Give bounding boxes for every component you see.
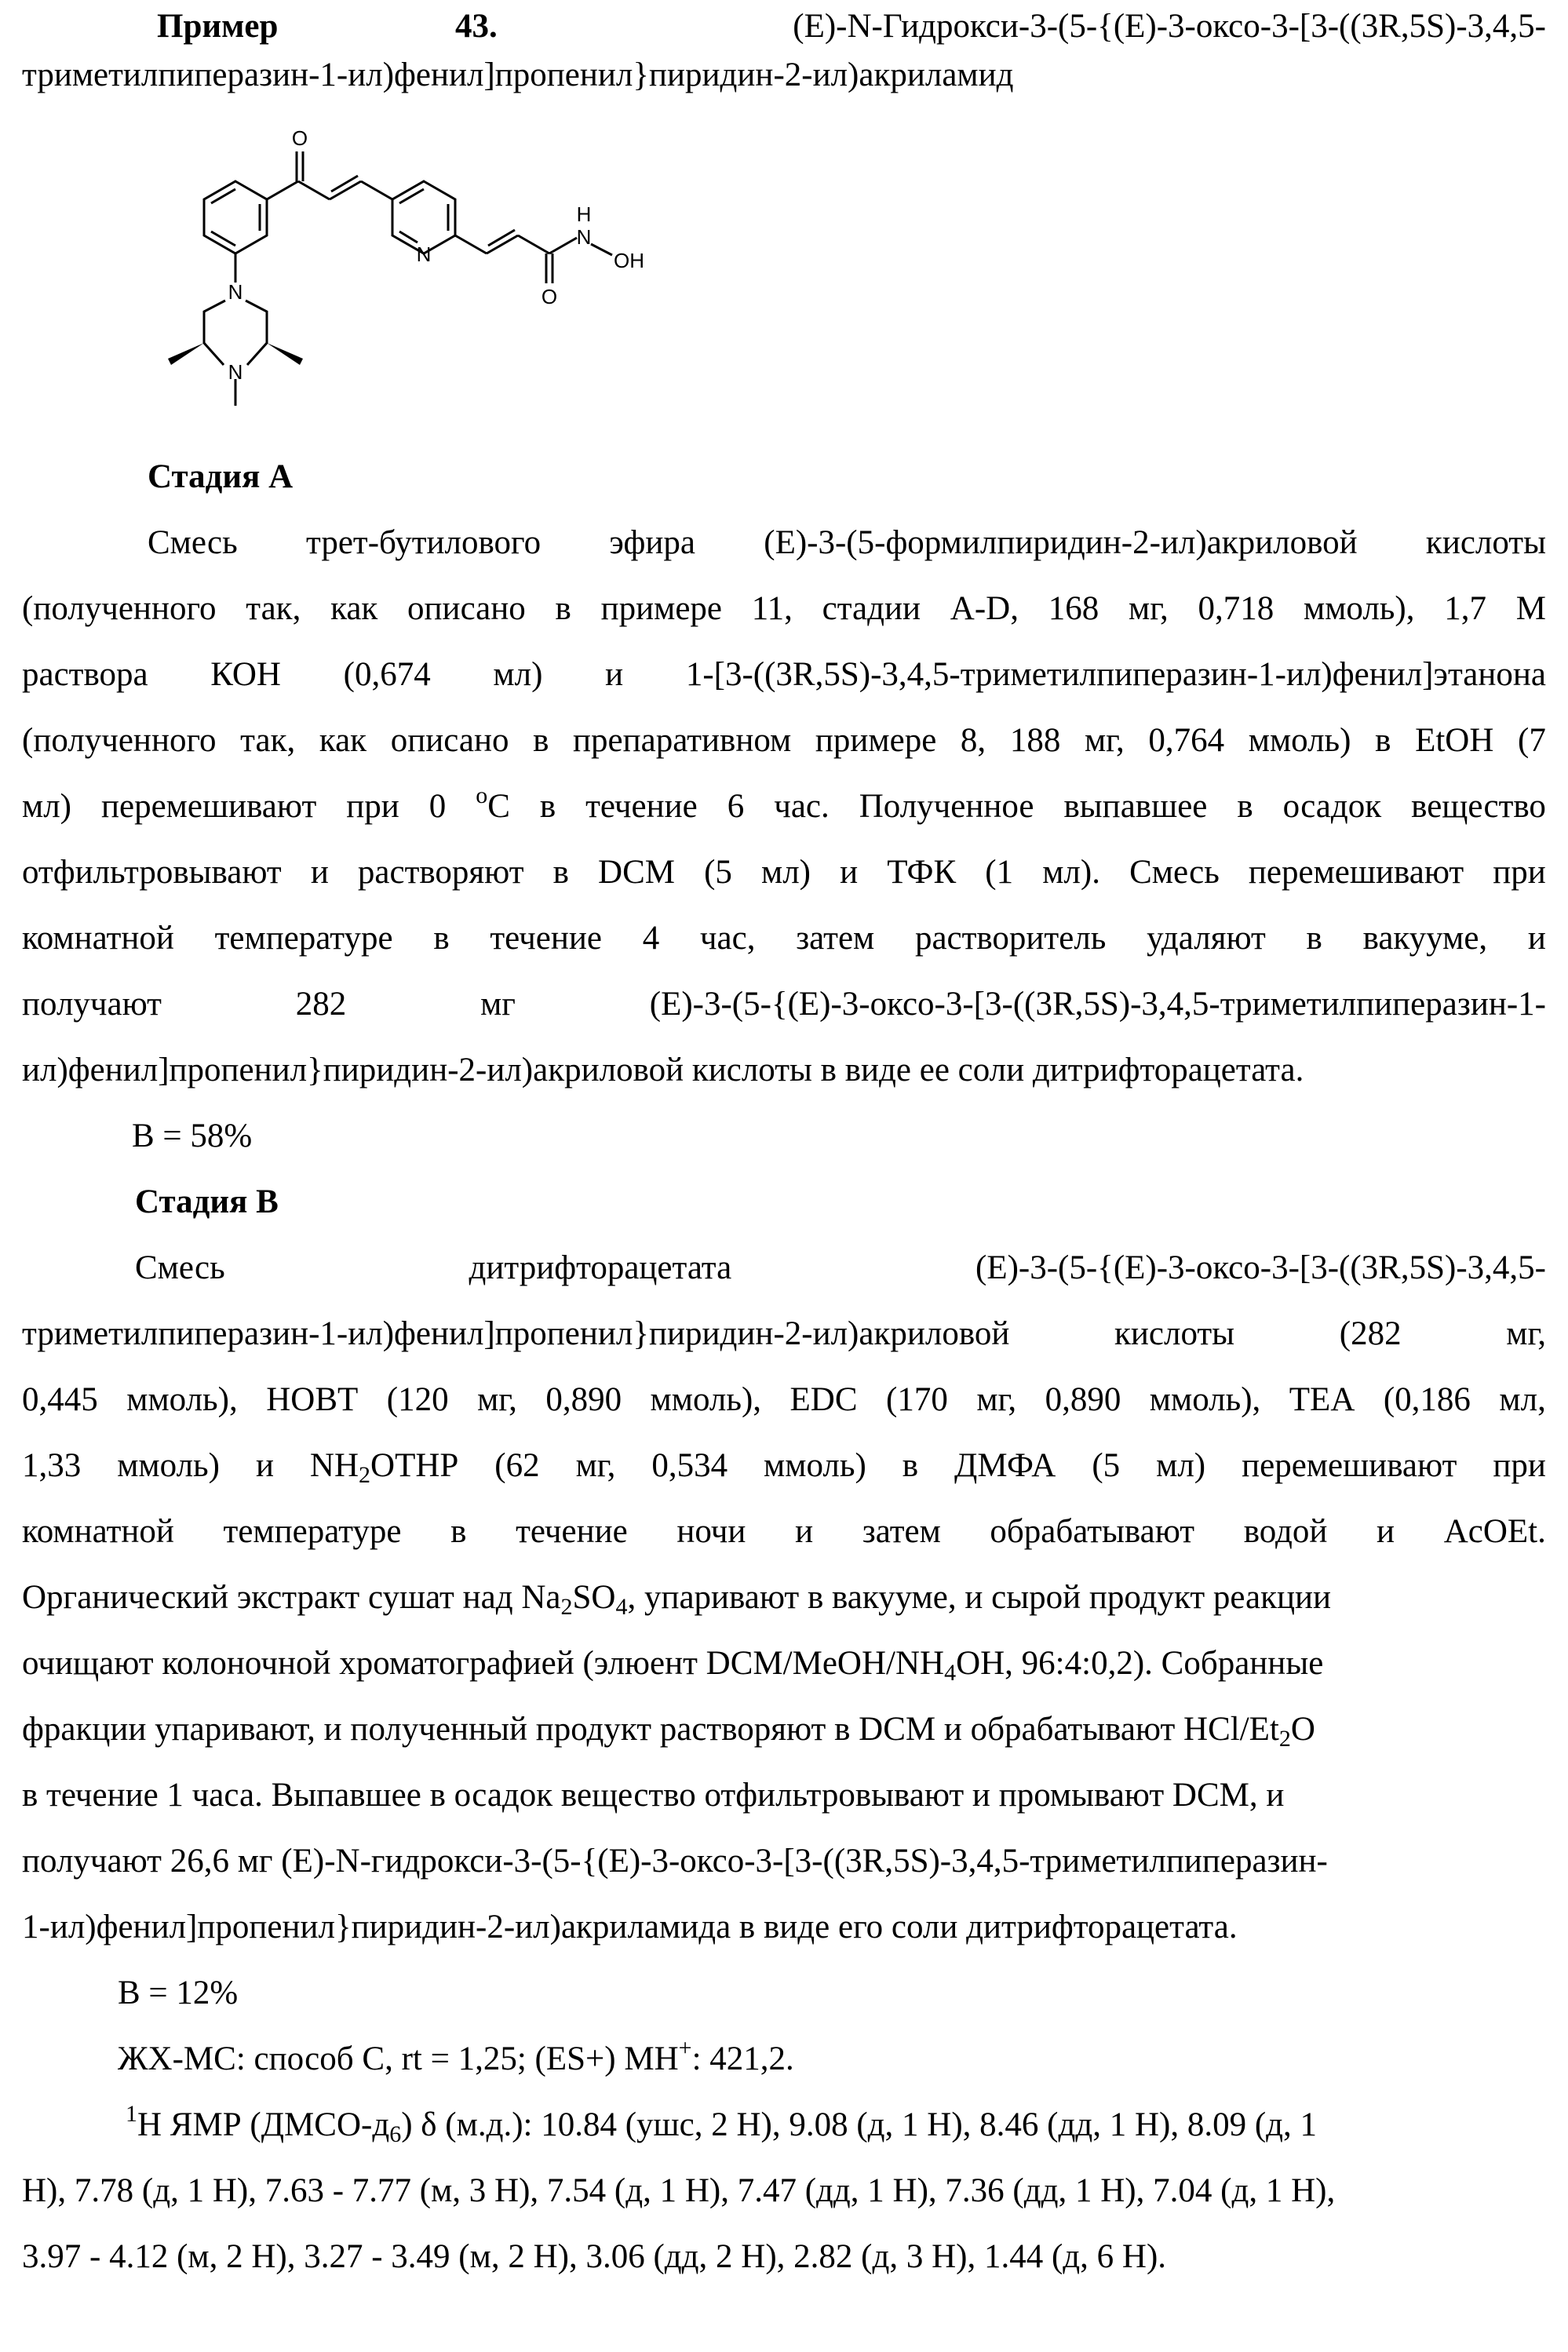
stage-a-heading: Стадия А [148, 455, 293, 499]
word: течение [516, 1510, 628, 1554]
stage-a-line-5 [22, 785, 1546, 829]
stage-a-line-6 [22, 851, 1546, 895]
stage-a-line-2 [22, 587, 1546, 631]
word: (5 [1092, 1444, 1120, 1488]
word: (170 [886, 1378, 948, 1422]
word: при [346, 785, 399, 829]
word: (62 [494, 1444, 539, 1488]
stage-a-yield: B = 58% [132, 1114, 1568, 1158]
word: препаративном [573, 719, 791, 763]
word: кислоты [1426, 521, 1546, 565]
word: 0,764 [1148, 719, 1224, 763]
word: EDC [790, 1378, 858, 1422]
word: в [1307, 917, 1322, 961]
word: ммоль), [1304, 587, 1415, 631]
word: комнатной [22, 917, 174, 961]
compound-title-line-1: (E)-N-Гидрокси-3-(5-{(E)-3-оксо-3-[3-((3R,5S)-3,4,5- [681, 5, 1546, 49]
stage-a-line-4 [22, 719, 1546, 763]
stage-a-line-9: ил)фенил]пропенил}пиридин-2-ил)акриловой кислоты в виде ее соли дитрифторацетата. [22, 1048, 1546, 1092]
word: и [1528, 917, 1546, 961]
stage-a-line-7 [22, 917, 1546, 961]
word: и [256, 1444, 274, 1488]
word: мл) [761, 851, 811, 895]
word: получают [22, 983, 162, 1026]
word: описано [407, 587, 526, 631]
word: в [903, 1444, 918, 1488]
word: ммоль) [117, 1444, 220, 1488]
word: 0,890 [545, 1378, 622, 1422]
hydroxyl-label: OH [614, 249, 644, 272]
stage-b-line-4 [22, 1444, 1546, 1488]
word: 0,445 [22, 1378, 98, 1422]
stage-a-line-3 [22, 653, 1546, 697]
word: (1 [985, 851, 1013, 895]
amide-oxygen-label: O [542, 285, 557, 308]
document-page [0, 0, 1568, 2352]
stage-b-line-2 [22, 1312, 1546, 1356]
word: HOBT [266, 1378, 358, 1422]
word: (полученного [22, 587, 217, 631]
word: (0,186 [1384, 1378, 1471, 1422]
word: (E)-3-(5-{(E)-3-оксо-3-[3-((3R,5S)-3,4,5-триметилпиперазин-1- [650, 983, 1546, 1026]
word: и [795, 1510, 813, 1554]
word: AcOEt. [1444, 1510, 1546, 1554]
word: 0,890 [1045, 1378, 1121, 1422]
word: триметилпиперазин-1-ил)фенил]пропенил}пиридин-2-ил)акриловой [22, 1312, 1009, 1356]
stage-b-line-8: фракции упаривают, и полученный продукт растворяют в DCM и обрабатывают HCl/Et2O [22, 1708, 1546, 1752]
word: Смесь [1129, 851, 1220, 895]
word: DCM [598, 851, 675, 895]
word: в [556, 587, 571, 631]
word: растворитель [915, 917, 1106, 961]
stage-a-line-8 [22, 983, 1546, 1026]
word: час. [774, 785, 830, 829]
word: Смесь [135, 1246, 225, 1290]
word: в [1375, 719, 1391, 763]
word: 8, [961, 719, 986, 763]
word: мл) [1156, 1444, 1205, 1488]
word: течение [490, 917, 602, 961]
word: мл) [493, 653, 542, 697]
word: EtOH [1415, 719, 1493, 763]
word: и [840, 851, 858, 895]
stage-b-yield: B = 12% [118, 1971, 1568, 2015]
word: час, [700, 917, 756, 961]
word: мг, [1506, 1312, 1546, 1356]
word: 1-[3-((3R,5S)-3,4,5-триметилпиперазин-1-ил)фенил]этанона [686, 653, 1546, 697]
word: 168 [1048, 587, 1099, 631]
word: как [319, 719, 366, 763]
word: Смесь [148, 521, 238, 565]
word: 282 [296, 983, 347, 1026]
amide-nitrogen-label: N [577, 225, 592, 249]
word: (282 [1340, 1312, 1402, 1356]
word: удаляют [1147, 917, 1266, 961]
word: 0 [429, 785, 447, 829]
word: в [433, 917, 449, 961]
word: и [311, 851, 329, 895]
example-label: Пример [157, 5, 278, 49]
word: перемешивают [101, 785, 316, 829]
word: (120 [387, 1378, 449, 1422]
word: КОН [210, 653, 281, 697]
word: 0,534 [651, 1444, 727, 1488]
stage-b-line-7: очищают колоночной хроматографией (элюент DCM/MeOH/NH4OH, 96:4:0,2). Собранные [22, 1642, 1546, 1686]
word: и [1377, 1510, 1395, 1554]
stage-a-line-1 [148, 521, 1546, 565]
nmr-line-3: 3.97 - 4.12 (м, 2 H), 3.27 - 3.49 (м, 2 H), 3.06 (дд, 2 H), 2.82 (д, 3 H), 1.44 (д, 6 H). [22, 2235, 1546, 2279]
nmr-line-1: 1H ЯМР (ДМСО-д6) δ (м.д.): 10.84 (ушс, 2 H), 9.08 (д, 1 H), 8.46 (дд, 1 H), 8.09 (д, 1 [126, 2103, 1546, 2147]
word: температуре [224, 1510, 402, 1554]
lcms-line: ЖХ-МС: способ C, rt = 1,25; (ES+) MH+: 421,2. [118, 2037, 1568, 2081]
word: выпавшее [1063, 785, 1207, 829]
word: так, [240, 719, 295, 763]
pyridine-nitrogen-label: N [417, 242, 432, 266]
stage-b-line-11: 1-ил)фенил]пропенил}пиридин-2-ил)акриламида в виде его соли дитрифторацетата. [22, 1905, 1546, 1949]
word: (E)-3-(5-{(E)-3-оксо-3-[3-((3R,5S)-3,4,5- [975, 1246, 1546, 1290]
word: при [1493, 851, 1546, 895]
word: стадии [822, 587, 921, 631]
word: примере [601, 587, 722, 631]
word: 4 [643, 917, 660, 961]
degree-symbol-group: oC [476, 785, 510, 829]
word: ночи [676, 1510, 746, 1554]
word: 11, [752, 587, 793, 631]
word: мг, [1129, 587, 1169, 631]
word: ммоль), [651, 1378, 762, 1422]
word: трет-бутилового [306, 521, 541, 565]
word: 1,33 [22, 1444, 81, 1488]
word: (полученного [22, 719, 217, 763]
word: мг, [576, 1444, 616, 1488]
piperazine-nitrogen-bottom-label: N [228, 360, 243, 384]
word: перемешивают [1249, 851, 1464, 895]
word: мг, [976, 1378, 1016, 1422]
word: течение [585, 785, 698, 829]
word: отфильтровывают [22, 851, 282, 895]
word: вакууме, [1363, 917, 1488, 961]
word: растворяют [358, 851, 524, 895]
word: вещество [1411, 785, 1546, 829]
word: и [605, 653, 623, 697]
word: ммоль), [126, 1378, 238, 1422]
word: мг, [1085, 719, 1125, 763]
word: мл). [1042, 851, 1100, 895]
word: М [1516, 587, 1546, 631]
word: 0,718 [1198, 587, 1274, 631]
word: кислоты [1114, 1312, 1234, 1356]
word: (0,674 [344, 653, 431, 697]
word: мл) [22, 785, 71, 829]
amide-hydrogen-label: H [577, 202, 592, 226]
word: так, [246, 587, 301, 631]
word: TEA [1289, 1378, 1355, 1422]
word: при [1493, 1444, 1546, 1488]
word: в [533, 719, 549, 763]
stage-b-line-10: получают 26,6 мг (E)-N-гидрокси-3-(5-{(E)-3-оксо-3-[3-((3R,5S)-3,4,5-триметилпиперазин- [22, 1840, 1546, 1883]
stage-b-line-9: в течение 1 часа. Выпавшее в осадок вещество отфильтровывают и промывают DCM, и [22, 1774, 1546, 1818]
word: обрабатывают [990, 1510, 1194, 1554]
nmr-line-2: H), 7.78 (д, 1 H), 7.63 - 7.77 (м, 3 H), 7.54 (д, 1 H), 7.47 (дд, 1 H), 7.36 (дд, 1 H), 7.04 (д, 1 H), [22, 2169, 1546, 2213]
word: ДМФА [954, 1444, 1056, 1488]
word: как [330, 587, 377, 631]
word: в [540, 785, 556, 829]
word: 1,7 [1444, 587, 1486, 631]
word: 188 [1010, 719, 1061, 763]
ketone-oxygen-label: O [292, 129, 308, 150]
word: затем [862, 1510, 941, 1554]
word: Полученное [859, 785, 1034, 829]
word: осадок [1283, 785, 1382, 829]
word: мг [480, 983, 516, 1026]
word: ммоль) [1249, 719, 1351, 763]
word: в [1237, 785, 1253, 829]
stage-b-line-6: Органический экстракт сушат над Na2SO4, упаривают в вакууме, и сырой продукт реакции [22, 1576, 1546, 1620]
word: 6 [727, 785, 745, 829]
word: C [487, 788, 510, 825]
word: NH2OTHP [310, 1444, 458, 1488]
word: эфира [609, 521, 695, 565]
word: примере [815, 719, 936, 763]
word: перемешивают [1242, 1444, 1457, 1488]
word: (5 [704, 851, 732, 895]
word: A-D, [950, 587, 1019, 631]
word: затем [796, 917, 874, 961]
example-number: 43. [455, 5, 498, 49]
word: описано [391, 719, 509, 763]
stage-b-line-5 [22, 1510, 1546, 1554]
word: в [450, 1510, 466, 1554]
compound-title-line-2: триметилпиперазин-1-ил)фенил]пропенил}пиридин-2-ил)акриламид [22, 53, 1546, 97]
stage-b-line-3 [22, 1378, 1546, 1422]
word: ТФК [887, 851, 956, 895]
word: (E)-3-(5-формилпиридин-2-ил)акриловой [764, 521, 1357, 565]
word: водой [1244, 1510, 1328, 1554]
word: дитрифторацетата [469, 1246, 732, 1290]
stage-b-line-1 [135, 1246, 1546, 1290]
word: (7 [1518, 719, 1546, 763]
piperazine-nitrogen-top-label: N [228, 280, 243, 304]
word: температуре [215, 917, 393, 961]
word: ммоль) [764, 1444, 866, 1488]
word: ммоль), [1150, 1378, 1261, 1422]
stage-b-heading: Стадия В [135, 1180, 279, 1224]
word: комнатной [22, 1510, 174, 1554]
word: мг, [477, 1378, 517, 1422]
word: в [553, 851, 569, 895]
subscript: 2 [359, 1462, 370, 1488]
word: раствора [22, 653, 148, 697]
chemical-structure [149, 129, 714, 428]
word: мл, [1499, 1378, 1545, 1422]
